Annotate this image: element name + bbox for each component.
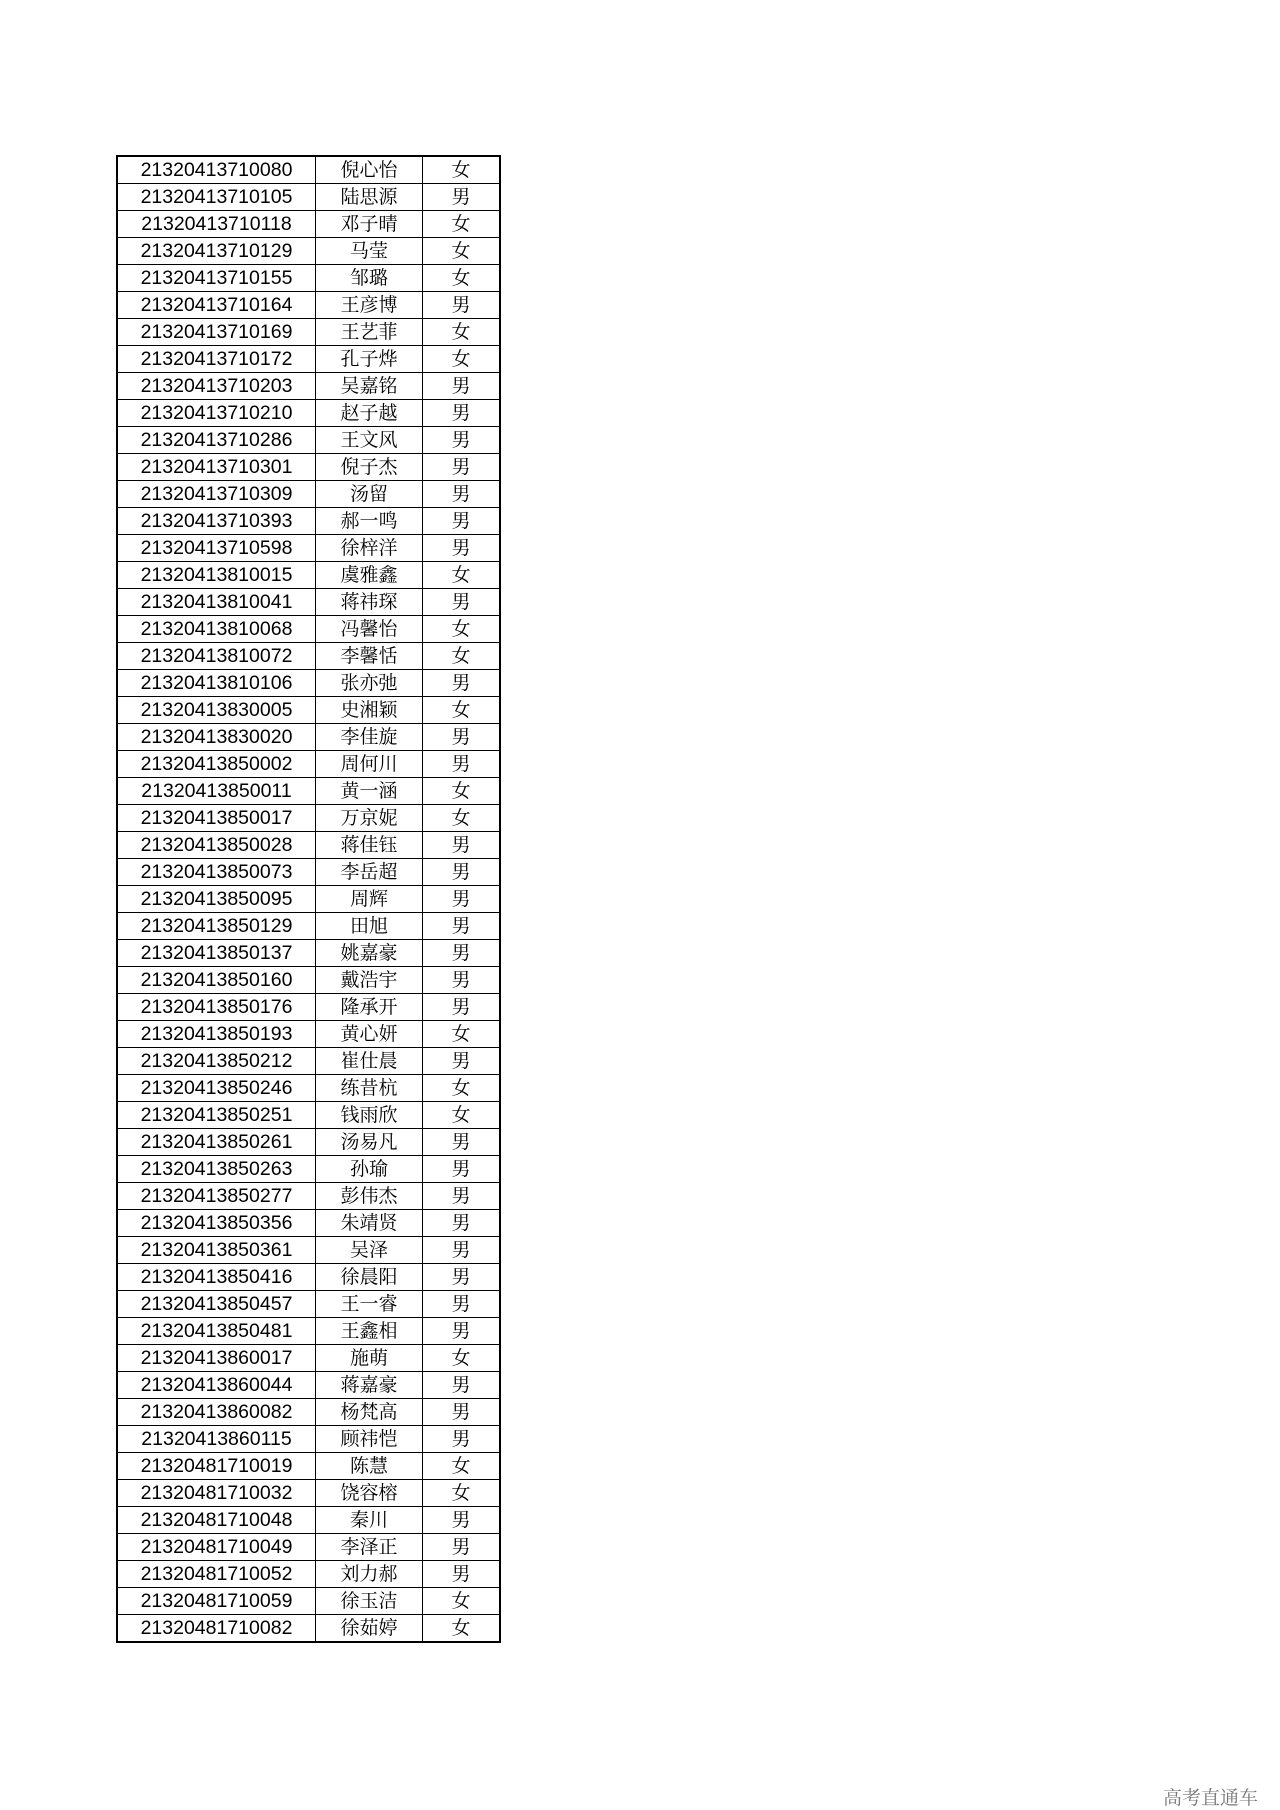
- table-row: [117, 1507, 500, 1534]
- student-name-cell: 李泽正: [316, 1534, 423, 1561]
- student-name-cell: 杨梵高: [316, 1399, 423, 1426]
- exam-id-cell: 21320413710286: [117, 427, 316, 454]
- gender-cell: 男: [423, 589, 501, 616]
- table-row: [117, 1561, 500, 1588]
- gender-cell: 男: [423, 1534, 501, 1561]
- gender-cell: 女: [423, 562, 501, 589]
- roster-body: [117, 156, 500, 1642]
- exam-id-cell: 21320413710164: [117, 292, 316, 319]
- table-row: [117, 238, 500, 265]
- student-name-cell: 倪心怡: [316, 156, 423, 184]
- gender-cell: 女: [423, 1345, 501, 1372]
- table-row: [117, 292, 500, 319]
- gender-cell: 男: [423, 967, 501, 994]
- table-row: [117, 535, 500, 562]
- gender-cell: 男: [423, 913, 501, 940]
- exam-id-cell: 21320413850017: [117, 805, 316, 832]
- gender-cell: 女: [423, 156, 501, 184]
- exam-id-cell: 21320413710080: [117, 156, 316, 184]
- gender-cell: 男: [423, 940, 501, 967]
- student-name-cell: 蒋祎琛: [316, 589, 423, 616]
- gender-cell: 女: [423, 319, 501, 346]
- student-name-cell: 赵子越: [316, 400, 423, 427]
- table-row: [117, 508, 500, 535]
- student-name-cell: 周辉: [316, 886, 423, 913]
- table-row: [117, 562, 500, 589]
- student-name-cell: 饶容榕: [316, 1480, 423, 1507]
- gender-cell: 男: [423, 1048, 501, 1075]
- table-row: [117, 1237, 500, 1264]
- table-row: [117, 724, 500, 751]
- gender-cell: 男: [423, 1318, 501, 1345]
- gender-cell: 女: [423, 778, 501, 805]
- student-name-cell: 徐玉洁: [316, 1588, 423, 1615]
- student-name-cell: 陆思源: [316, 184, 423, 211]
- gender-cell: 男: [423, 886, 501, 913]
- exam-id-cell: 21320413850481: [117, 1318, 316, 1345]
- student-name-cell: 黄心妍: [316, 1021, 423, 1048]
- exam-id-cell: 21320413850073: [117, 859, 316, 886]
- exam-id-cell: 21320413810068: [117, 616, 316, 643]
- table-row: [117, 1264, 500, 1291]
- student-name-cell: 史湘颖: [316, 697, 423, 724]
- exam-id-cell: 21320413850028: [117, 832, 316, 859]
- table-row: [117, 454, 500, 481]
- exam-id-cell: 21320413850263: [117, 1156, 316, 1183]
- student-name-cell: 王艺菲: [316, 319, 423, 346]
- student-name-cell: 孔子烨: [316, 346, 423, 373]
- gender-cell: 女: [423, 1102, 501, 1129]
- table-row: [117, 1588, 500, 1615]
- table-row: [117, 346, 500, 373]
- student-name-cell: 李岳超: [316, 859, 423, 886]
- table-row: [117, 1480, 500, 1507]
- student-name-cell: 王鑫相: [316, 1318, 423, 1345]
- gender-cell: 男: [423, 292, 501, 319]
- student-name-cell: 徐晨阳: [316, 1264, 423, 1291]
- student-name-cell: 刘力郝: [316, 1561, 423, 1588]
- exam-id-cell: 21320481710052: [117, 1561, 316, 1588]
- gender-cell: 男: [423, 1426, 501, 1453]
- exam-id-cell: 21320413710105: [117, 184, 316, 211]
- watermark-text: 高考直通车: [1162, 1787, 1258, 1809]
- gender-cell: 男: [423, 535, 501, 562]
- table-row: [117, 751, 500, 778]
- exam-id-cell: 21320413850002: [117, 751, 316, 778]
- table-row: [117, 832, 500, 859]
- student-name-cell: 吴嘉铭: [316, 373, 423, 400]
- table-row: [117, 1129, 500, 1156]
- exam-id-cell: 21320413810015: [117, 562, 316, 589]
- exam-id-cell: 21320413860017: [117, 1345, 316, 1372]
- exam-id-cell: 21320413850356: [117, 1210, 316, 1237]
- table-row: [117, 589, 500, 616]
- student-name-cell: 王彦博: [316, 292, 423, 319]
- student-name-cell: 邹璐: [316, 265, 423, 292]
- student-name-cell: 汤易凡: [316, 1129, 423, 1156]
- gender-cell: 女: [423, 346, 501, 373]
- exam-id-cell: 21320413710203: [117, 373, 316, 400]
- table-row: [117, 1399, 500, 1426]
- table-row: [117, 1291, 500, 1318]
- gender-cell: 女: [423, 697, 501, 724]
- table-row: [117, 211, 500, 238]
- table-row: [117, 1426, 500, 1453]
- table-row: [117, 1345, 500, 1372]
- student-name-cell: 马莹: [316, 238, 423, 265]
- gender-cell: 男: [423, 184, 501, 211]
- table-row: [117, 1453, 500, 1480]
- exam-id-cell: 21320413810072: [117, 643, 316, 670]
- exam-id-cell: 21320413810041: [117, 589, 316, 616]
- gender-cell: 男: [423, 481, 501, 508]
- table-row: [117, 670, 500, 697]
- student-name-cell: 王文风: [316, 427, 423, 454]
- student-name-cell: 施萌: [316, 1345, 423, 1372]
- student-name-cell: 吴泽: [316, 1237, 423, 1264]
- student-name-cell: 倪子杰: [316, 454, 423, 481]
- exam-id-cell: 21320413710118: [117, 211, 316, 238]
- table-row: [117, 156, 500, 184]
- gender-cell: 男: [423, 670, 501, 697]
- student-name-cell: 崔仕晨: [316, 1048, 423, 1075]
- gender-cell: 女: [423, 265, 501, 292]
- gender-cell: 男: [423, 859, 501, 886]
- gender-cell: 男: [423, 1264, 501, 1291]
- table-row: [117, 1156, 500, 1183]
- exam-id-cell: 21320413850137: [117, 940, 316, 967]
- gender-cell: 女: [423, 1075, 501, 1102]
- gender-cell: 男: [423, 1399, 501, 1426]
- student-name-cell: 黄一涵: [316, 778, 423, 805]
- gender-cell: 女: [423, 1588, 501, 1615]
- gender-cell: 女: [423, 1480, 501, 1507]
- exam-id-cell: 21320413850160: [117, 967, 316, 994]
- student-name-cell: 练昔杭: [316, 1075, 423, 1102]
- gender-cell: 男: [423, 1210, 501, 1237]
- student-roster-table: [116, 155, 501, 1643]
- exam-id-cell: 21320413850129: [117, 913, 316, 940]
- table-row: [117, 373, 500, 400]
- student-name-cell: 王一睿: [316, 1291, 423, 1318]
- table-row: [117, 400, 500, 427]
- exam-id-cell: 21320481710048: [117, 1507, 316, 1534]
- exam-id-cell: 21320413850095: [117, 886, 316, 913]
- exam-id-cell: 21320413850457: [117, 1291, 316, 1318]
- gender-cell: 男: [423, 724, 501, 751]
- table-row: [117, 1021, 500, 1048]
- gender-cell: 女: [423, 1453, 501, 1480]
- table-row: [117, 1615, 500, 1643]
- exam-id-cell: 21320413710129: [117, 238, 316, 265]
- gender-cell: 男: [423, 508, 501, 535]
- table-row: [117, 1372, 500, 1399]
- student-name-cell: 李佳旋: [316, 724, 423, 751]
- gender-cell: 男: [423, 832, 501, 859]
- exam-id-cell: 21320413710301: [117, 454, 316, 481]
- gender-cell: 男: [423, 1156, 501, 1183]
- table-row: [117, 481, 500, 508]
- gender-cell: 女: [423, 1615, 501, 1643]
- table-row: [117, 697, 500, 724]
- gender-cell: 女: [423, 1021, 501, 1048]
- exam-id-cell: 21320413710172: [117, 346, 316, 373]
- exam-id-cell: 21320481710059: [117, 1588, 316, 1615]
- table-row: [117, 967, 500, 994]
- table-row: [117, 1102, 500, 1129]
- gender-cell: 男: [423, 454, 501, 481]
- exam-id-cell: 21320413850193: [117, 1021, 316, 1048]
- student-name-cell: 田旭: [316, 913, 423, 940]
- student-name-cell: 蒋嘉豪: [316, 1372, 423, 1399]
- table-row: [117, 1318, 500, 1345]
- table-row: [117, 1048, 500, 1075]
- student-name-cell: 钱雨欣: [316, 1102, 423, 1129]
- gender-cell: 女: [423, 643, 501, 670]
- gender-cell: 男: [423, 1507, 501, 1534]
- student-name-cell: 汤留: [316, 481, 423, 508]
- gender-cell: 女: [423, 616, 501, 643]
- table-row: [117, 1075, 500, 1102]
- exam-id-cell: 21320413710309: [117, 481, 316, 508]
- student-name-cell: 万京妮: [316, 805, 423, 832]
- exam-id-cell: 21320413850251: [117, 1102, 316, 1129]
- exam-id-cell: 21320413850261: [117, 1129, 316, 1156]
- exam-id-cell: 21320413850277: [117, 1183, 316, 1210]
- gender-cell: 女: [423, 238, 501, 265]
- student-name-cell: 秦川: [316, 1507, 423, 1534]
- exam-id-cell: 21320413850361: [117, 1237, 316, 1264]
- gender-cell: 女: [423, 805, 501, 832]
- table-row: [117, 184, 500, 211]
- student-name-cell: 周何川: [316, 751, 423, 778]
- gender-cell: 男: [423, 1237, 501, 1264]
- gender-cell: 男: [423, 1129, 501, 1156]
- student-name-cell: 顾祎恺: [316, 1426, 423, 1453]
- exam-id-cell: 21320481710049: [117, 1534, 316, 1561]
- table-row: [117, 994, 500, 1021]
- table-row: [117, 319, 500, 346]
- gender-cell: 男: [423, 1372, 501, 1399]
- exam-id-cell: 21320481710019: [117, 1453, 316, 1480]
- table-row: [117, 1210, 500, 1237]
- exam-id-cell: 21320413710598: [117, 535, 316, 562]
- gender-cell: 男: [423, 400, 501, 427]
- gender-cell: 男: [423, 1291, 501, 1318]
- table-row: [117, 940, 500, 967]
- table-row: [117, 427, 500, 454]
- exam-id-cell: 21320413810106: [117, 670, 316, 697]
- student-name-cell: 冯馨怡: [316, 616, 423, 643]
- table-row: [117, 616, 500, 643]
- exam-id-cell: 21320413710393: [117, 508, 316, 535]
- student-name-cell: 孙瑜: [316, 1156, 423, 1183]
- gender-cell: 男: [423, 427, 501, 454]
- student-name-cell: 徐茹婷: [316, 1615, 423, 1643]
- exam-id-cell: 21320413860115: [117, 1426, 316, 1453]
- gender-cell: 男: [423, 751, 501, 778]
- table-row: [117, 643, 500, 670]
- table-row: [117, 265, 500, 292]
- gender-cell: 男: [423, 373, 501, 400]
- exam-id-cell: 21320481710082: [117, 1615, 316, 1643]
- student-name-cell: 邓子晴: [316, 211, 423, 238]
- table-row: [117, 1534, 500, 1561]
- gender-cell: 男: [423, 1183, 501, 1210]
- exam-id-cell: 21320413850246: [117, 1075, 316, 1102]
- exam-id-cell: 21320413850212: [117, 1048, 316, 1075]
- student-name-cell: 虞雅鑫: [316, 562, 423, 589]
- table-row: [117, 859, 500, 886]
- table-row: [117, 805, 500, 832]
- exam-id-cell: 21320413710210: [117, 400, 316, 427]
- exam-id-cell: 21320413830005: [117, 697, 316, 724]
- exam-id-cell: 21320413850416: [117, 1264, 316, 1291]
- gender-cell: 女: [423, 211, 501, 238]
- exam-id-cell: 21320481710032: [117, 1480, 316, 1507]
- exam-id-cell: 21320413860082: [117, 1399, 316, 1426]
- student-name-cell: 蒋佳钰: [316, 832, 423, 859]
- student-name-cell: 郝一鸣: [316, 508, 423, 535]
- gender-cell: 男: [423, 1561, 501, 1588]
- table-row: [117, 778, 500, 805]
- exam-id-cell: 21320413850011: [117, 778, 316, 805]
- table-row: [117, 886, 500, 913]
- exam-id-cell: 21320413710169: [117, 319, 316, 346]
- student-name-cell: 戴浩宇: [316, 967, 423, 994]
- exam-id-cell: 21320413710155: [117, 265, 316, 292]
- exam-id-cell: 21320413830020: [117, 724, 316, 751]
- student-name-cell: 陈慧: [316, 1453, 423, 1480]
- student-name-cell: 李馨恬: [316, 643, 423, 670]
- student-name-cell: 彭伟杰: [316, 1183, 423, 1210]
- student-name-cell: 张亦弛: [316, 670, 423, 697]
- table-row: [117, 1183, 500, 1210]
- exam-id-cell: 21320413850176: [117, 994, 316, 1021]
- student-name-cell: 朱靖贤: [316, 1210, 423, 1237]
- table-row: [117, 913, 500, 940]
- gender-cell: 男: [423, 994, 501, 1021]
- student-name-cell: 徐梓洋: [316, 535, 423, 562]
- exam-id-cell: 21320413860044: [117, 1372, 316, 1399]
- student-name-cell: 隆承开: [316, 994, 423, 1021]
- student-name-cell: 姚嘉豪: [316, 940, 423, 967]
